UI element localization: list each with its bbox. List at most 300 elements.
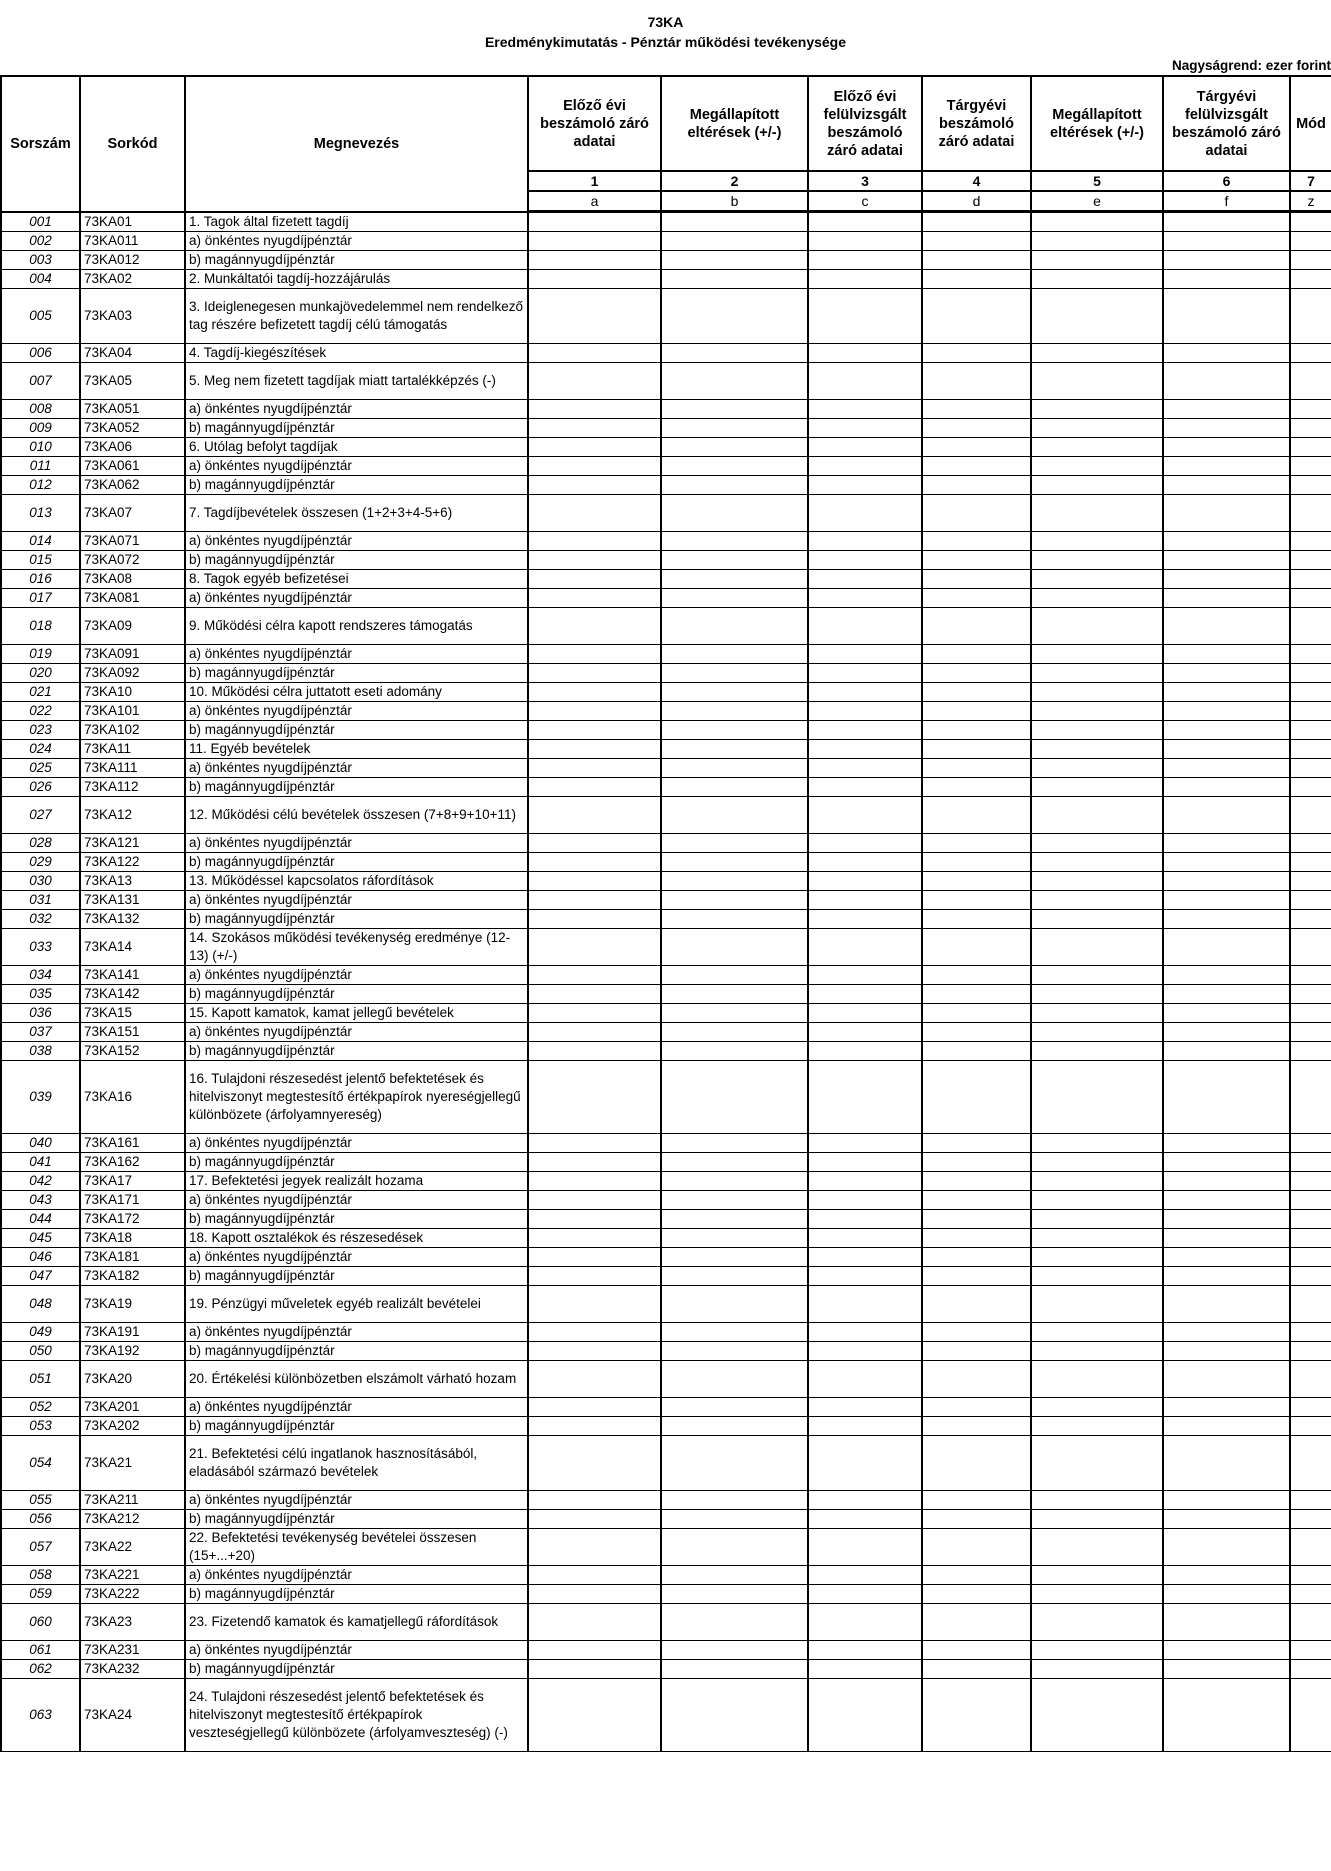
value-cell-col-4[interactable]: [922, 683, 1031, 702]
value-cell-col-5[interactable]: [1031, 232, 1163, 251]
mod-cell[interactable]: [1290, 797, 1331, 834]
value-cell-col-6[interactable]: [1163, 740, 1290, 759]
value-cell-col-3[interactable]: [808, 1042, 922, 1061]
mod-cell[interactable]: [1290, 721, 1331, 740]
value-cell-col-1[interactable]: [528, 1436, 661, 1491]
value-cell-col-6[interactable]: [1163, 400, 1290, 419]
value-cell-col-4[interactable]: [922, 1191, 1031, 1210]
value-cell-col-6[interactable]: [1163, 570, 1290, 589]
value-cell-col-3[interactable]: [808, 683, 922, 702]
mod-cell[interactable]: [1290, 740, 1331, 759]
value-cell-col-2[interactable]: [661, 664, 808, 683]
value-cell-col-1[interactable]: [528, 438, 661, 457]
value-cell-col-6[interactable]: [1163, 1229, 1290, 1248]
value-cell-col-4[interactable]: [922, 1436, 1031, 1491]
mod-cell[interactable]: [1290, 1361, 1331, 1398]
mod-cell[interactable]: [1290, 532, 1331, 551]
value-cell-col-1[interactable]: [528, 891, 661, 910]
value-cell-col-2[interactable]: [661, 1004, 808, 1023]
value-cell-col-4[interactable]: [922, 363, 1031, 400]
value-cell-col-5[interactable]: [1031, 740, 1163, 759]
value-cell-col-6[interactable]: [1163, 702, 1290, 721]
value-cell-col-5[interactable]: [1031, 872, 1163, 891]
value-cell-col-2[interactable]: [661, 966, 808, 985]
value-cell-col-1[interactable]: [528, 1134, 661, 1153]
value-cell-col-6[interactable]: [1163, 1323, 1290, 1342]
value-cell-col-2[interactable]: [661, 1191, 808, 1210]
mod-cell[interactable]: [1290, 1660, 1331, 1679]
value-cell-col-6[interactable]: [1163, 1510, 1290, 1529]
mod-cell[interactable]: [1290, 476, 1331, 495]
value-cell-col-5[interactable]: [1031, 1229, 1163, 1248]
mod-cell[interactable]: [1290, 1323, 1331, 1342]
value-cell-col-1[interactable]: [528, 1641, 661, 1660]
value-cell-col-4[interactable]: [922, 834, 1031, 853]
value-cell-col-5[interactable]: [1031, 344, 1163, 363]
value-cell-col-3[interactable]: [808, 1566, 922, 1585]
value-cell-col-5[interactable]: [1031, 1491, 1163, 1510]
mod-cell[interactable]: [1290, 1004, 1331, 1023]
mod-cell[interactable]: [1290, 1191, 1331, 1210]
value-cell-col-1[interactable]: [528, 721, 661, 740]
value-cell-col-6[interactable]: [1163, 721, 1290, 740]
value-cell-col-3[interactable]: [808, 1172, 922, 1191]
value-cell-col-1[interactable]: [528, 232, 661, 251]
value-cell-col-1[interactable]: [528, 495, 661, 532]
value-cell-col-2[interactable]: [661, 1604, 808, 1641]
value-cell-col-6[interactable]: [1163, 1061, 1290, 1134]
value-cell-col-2[interactable]: [661, 532, 808, 551]
value-cell-col-1[interactable]: [528, 1510, 661, 1529]
value-cell-col-1[interactable]: [528, 1417, 661, 1436]
value-cell-col-2[interactable]: [661, 251, 808, 270]
value-cell-col-4[interactable]: [922, 891, 1031, 910]
value-cell-col-4[interactable]: [922, 1660, 1031, 1679]
value-cell-col-6[interactable]: [1163, 495, 1290, 532]
value-cell-col-4[interactable]: [922, 589, 1031, 608]
mod-cell[interactable]: [1290, 608, 1331, 645]
value-cell-col-2[interactable]: [661, 891, 808, 910]
value-cell-col-2[interactable]: [661, 872, 808, 891]
mod-cell[interactable]: [1290, 853, 1331, 872]
value-cell-col-3[interactable]: [808, 289, 922, 344]
value-cell-col-4[interactable]: [922, 532, 1031, 551]
value-cell-col-4[interactable]: [922, 270, 1031, 289]
value-cell-col-3[interactable]: [808, 1679, 922, 1752]
value-cell-col-3[interactable]: [808, 1191, 922, 1210]
value-cell-col-2[interactable]: [661, 1660, 808, 1679]
value-cell-col-3[interactable]: [808, 1210, 922, 1229]
value-cell-col-2[interactable]: [661, 1248, 808, 1267]
value-cell-col-4[interactable]: [922, 1229, 1031, 1248]
value-cell-col-1[interactable]: [528, 476, 661, 495]
value-cell-col-4[interactable]: [922, 702, 1031, 721]
value-cell-col-3[interactable]: [808, 1323, 922, 1342]
value-cell-col-1[interactable]: [528, 1042, 661, 1061]
value-cell-col-1[interactable]: [528, 645, 661, 664]
value-cell-col-1[interactable]: [528, 664, 661, 683]
mod-cell[interactable]: [1290, 929, 1331, 966]
value-cell-col-1[interactable]: [528, 778, 661, 797]
value-cell-col-4[interactable]: [922, 1267, 1031, 1286]
value-cell-col-5[interactable]: [1031, 1286, 1163, 1323]
value-cell-col-6[interactable]: [1163, 438, 1290, 457]
value-cell-col-4[interactable]: [922, 1210, 1031, 1229]
value-cell-col-1[interactable]: [528, 1191, 661, 1210]
value-cell-col-2[interactable]: [661, 1436, 808, 1491]
mod-cell[interactable]: [1290, 419, 1331, 438]
value-cell-col-5[interactable]: [1031, 1323, 1163, 1342]
value-cell-col-5[interactable]: [1031, 419, 1163, 438]
value-cell-col-6[interactable]: [1163, 778, 1290, 797]
value-cell-col-5[interactable]: [1031, 457, 1163, 476]
value-cell-col-3[interactable]: [808, 1342, 922, 1361]
mod-cell[interactable]: [1290, 1286, 1331, 1323]
value-cell-col-4[interactable]: [922, 212, 1031, 232]
value-cell-col-2[interactable]: [661, 1323, 808, 1342]
value-cell-col-3[interactable]: [808, 910, 922, 929]
value-cell-col-6[interactable]: [1163, 1153, 1290, 1172]
value-cell-col-3[interactable]: [808, 985, 922, 1004]
value-cell-col-5[interactable]: [1031, 1210, 1163, 1229]
value-cell-col-1[interactable]: [528, 740, 661, 759]
value-cell-col-6[interactable]: [1163, 1134, 1290, 1153]
value-cell-col-6[interactable]: [1163, 1417, 1290, 1436]
value-cell-col-4[interactable]: [922, 1491, 1031, 1510]
value-cell-col-5[interactable]: [1031, 985, 1163, 1004]
mod-cell[interactable]: [1290, 759, 1331, 778]
value-cell-col-2[interactable]: [661, 740, 808, 759]
value-cell-col-1[interactable]: [528, 363, 661, 400]
value-cell-col-3[interactable]: [808, 1510, 922, 1529]
value-cell-col-6[interactable]: [1163, 1604, 1290, 1641]
value-cell-col-5[interactable]: [1031, 1679, 1163, 1752]
value-cell-col-5[interactable]: [1031, 270, 1163, 289]
mod-cell[interactable]: [1290, 438, 1331, 457]
value-cell-col-2[interactable]: [661, 363, 808, 400]
mod-cell[interactable]: [1290, 1491, 1331, 1510]
value-cell-col-1[interactable]: [528, 1153, 661, 1172]
value-cell-col-6[interactable]: [1163, 344, 1290, 363]
value-cell-col-2[interactable]: [661, 1398, 808, 1417]
value-cell-col-1[interactable]: [528, 1061, 661, 1134]
mod-cell[interactable]: [1290, 1510, 1331, 1529]
value-cell-col-2[interactable]: [661, 457, 808, 476]
value-cell-col-1[interactable]: [528, 1248, 661, 1267]
value-cell-col-5[interactable]: [1031, 797, 1163, 834]
value-cell-col-2[interactable]: [661, 1510, 808, 1529]
value-cell-col-6[interactable]: [1163, 1004, 1290, 1023]
value-cell-col-2[interactable]: [661, 1286, 808, 1323]
value-cell-col-2[interactable]: [661, 1491, 808, 1510]
mod-cell[interactable]: [1290, 457, 1331, 476]
value-cell-col-2[interactable]: [661, 438, 808, 457]
value-cell-col-6[interactable]: [1163, 1585, 1290, 1604]
value-cell-col-5[interactable]: [1031, 363, 1163, 400]
value-cell-col-1[interactable]: [528, 1229, 661, 1248]
value-cell-col-4[interactable]: [922, 1342, 1031, 1361]
value-cell-col-1[interactable]: [528, 929, 661, 966]
value-cell-col-4[interactable]: [922, 1529, 1031, 1566]
value-cell-col-4[interactable]: [922, 457, 1031, 476]
value-cell-col-6[interactable]: [1163, 834, 1290, 853]
value-cell-col-3[interactable]: [808, 1398, 922, 1417]
value-cell-col-2[interactable]: [661, 1210, 808, 1229]
value-cell-col-4[interactable]: [922, 853, 1031, 872]
mod-cell[interactable]: [1290, 1398, 1331, 1417]
value-cell-col-2[interactable]: [661, 1042, 808, 1061]
mod-cell[interactable]: [1290, 495, 1331, 532]
value-cell-col-1[interactable]: [528, 608, 661, 645]
value-cell-col-6[interactable]: [1163, 910, 1290, 929]
value-cell-col-5[interactable]: [1031, 1267, 1163, 1286]
value-cell-col-6[interactable]: [1163, 1248, 1290, 1267]
value-cell-col-3[interactable]: [808, 891, 922, 910]
value-cell-col-4[interactable]: [922, 778, 1031, 797]
value-cell-col-3[interactable]: [808, 721, 922, 740]
value-cell-col-5[interactable]: [1031, 645, 1163, 664]
mod-cell[interactable]: [1290, 891, 1331, 910]
value-cell-col-5[interactable]: [1031, 702, 1163, 721]
mod-cell[interactable]: [1290, 645, 1331, 664]
value-cell-col-5[interactable]: [1031, 721, 1163, 740]
value-cell-col-3[interactable]: [808, 570, 922, 589]
value-cell-col-6[interactable]: [1163, 645, 1290, 664]
value-cell-col-6[interactable]: [1163, 1641, 1290, 1660]
value-cell-col-2[interactable]: [661, 476, 808, 495]
mod-cell[interactable]: [1290, 1417, 1331, 1436]
mod-cell[interactable]: [1290, 1061, 1331, 1134]
mod-cell[interactable]: [1290, 289, 1331, 344]
value-cell-col-3[interactable]: [808, 495, 922, 532]
value-cell-col-5[interactable]: [1031, 551, 1163, 570]
value-cell-col-3[interactable]: [808, 344, 922, 363]
value-cell-col-4[interactable]: [922, 1023, 1031, 1042]
value-cell-col-6[interactable]: [1163, 664, 1290, 683]
value-cell-col-6[interactable]: [1163, 532, 1290, 551]
value-cell-col-1[interactable]: [528, 251, 661, 270]
value-cell-col-5[interactable]: [1031, 683, 1163, 702]
value-cell-col-6[interactable]: [1163, 608, 1290, 645]
value-cell-col-1[interactable]: [528, 1566, 661, 1585]
value-cell-col-5[interactable]: [1031, 1361, 1163, 1398]
value-cell-col-1[interactable]: [528, 1210, 661, 1229]
value-cell-col-4[interactable]: [922, 929, 1031, 966]
value-cell-col-6[interactable]: [1163, 1436, 1290, 1491]
value-cell-col-5[interactable]: [1031, 1248, 1163, 1267]
value-cell-col-4[interactable]: [922, 985, 1031, 1004]
value-cell-col-1[interactable]: [528, 797, 661, 834]
mod-cell[interactable]: [1290, 872, 1331, 891]
value-cell-col-3[interactable]: [808, 740, 922, 759]
mod-cell[interactable]: [1290, 570, 1331, 589]
value-cell-col-5[interactable]: [1031, 1153, 1163, 1172]
value-cell-col-4[interactable]: [922, 232, 1031, 251]
value-cell-col-1[interactable]: [528, 1604, 661, 1641]
value-cell-col-6[interactable]: [1163, 1566, 1290, 1585]
value-cell-col-1[interactable]: [528, 1342, 661, 1361]
value-cell-col-5[interactable]: [1031, 1436, 1163, 1491]
value-cell-col-1[interactable]: [528, 683, 661, 702]
mod-cell[interactable]: [1290, 589, 1331, 608]
value-cell-col-6[interactable]: [1163, 289, 1290, 344]
value-cell-col-3[interactable]: [808, 1436, 922, 1491]
value-cell-col-6[interactable]: [1163, 476, 1290, 495]
mod-cell[interactable]: [1290, 212, 1331, 232]
value-cell-col-2[interactable]: [661, 1417, 808, 1436]
value-cell-col-6[interactable]: [1163, 232, 1290, 251]
value-cell-col-2[interactable]: [661, 797, 808, 834]
value-cell-col-5[interactable]: [1031, 495, 1163, 532]
mod-cell[interactable]: [1290, 270, 1331, 289]
value-cell-col-5[interactable]: [1031, 891, 1163, 910]
value-cell-col-4[interactable]: [922, 740, 1031, 759]
value-cell-col-5[interactable]: [1031, 608, 1163, 645]
value-cell-col-4[interactable]: [922, 344, 1031, 363]
value-cell-col-6[interactable]: [1163, 1491, 1290, 1510]
value-cell-col-6[interactable]: [1163, 1679, 1290, 1752]
value-cell-col-5[interactable]: [1031, 1172, 1163, 1191]
value-cell-col-3[interactable]: [808, 363, 922, 400]
value-cell-col-3[interactable]: [808, 966, 922, 985]
value-cell-col-1[interactable]: [528, 702, 661, 721]
mod-cell[interactable]: [1290, 400, 1331, 419]
value-cell-col-4[interactable]: [922, 1061, 1031, 1134]
value-cell-col-1[interactable]: [528, 212, 661, 232]
value-cell-col-3[interactable]: [808, 929, 922, 966]
mod-cell[interactable]: [1290, 778, 1331, 797]
value-cell-col-1[interactable]: [528, 759, 661, 778]
value-cell-col-2[interactable]: [661, 645, 808, 664]
mod-cell[interactable]: [1290, 910, 1331, 929]
value-cell-col-1[interactable]: [528, 270, 661, 289]
value-cell-col-2[interactable]: [661, 1342, 808, 1361]
value-cell-col-1[interactable]: [528, 344, 661, 363]
value-cell-col-4[interactable]: [922, 1134, 1031, 1153]
value-cell-col-3[interactable]: [808, 212, 922, 232]
value-cell-col-3[interactable]: [808, 1004, 922, 1023]
value-cell-col-6[interactable]: [1163, 1267, 1290, 1286]
value-cell-col-4[interactable]: [922, 1417, 1031, 1436]
value-cell-col-6[interactable]: [1163, 251, 1290, 270]
value-cell-col-4[interactable]: [922, 966, 1031, 985]
value-cell-col-5[interactable]: [1031, 532, 1163, 551]
value-cell-col-2[interactable]: [661, 1134, 808, 1153]
mod-cell[interactable]: [1290, 1436, 1331, 1491]
value-cell-col-5[interactable]: [1031, 1342, 1163, 1361]
value-cell-col-1[interactable]: [528, 1267, 661, 1286]
value-cell-col-1[interactable]: [528, 985, 661, 1004]
value-cell-col-3[interactable]: [808, 608, 922, 645]
value-cell-col-3[interactable]: [808, 645, 922, 664]
value-cell-col-4[interactable]: [922, 872, 1031, 891]
value-cell-col-6[interactable]: [1163, 551, 1290, 570]
value-cell-col-3[interactable]: [808, 702, 922, 721]
value-cell-col-3[interactable]: [808, 232, 922, 251]
value-cell-col-1[interactable]: [528, 457, 661, 476]
value-cell-col-6[interactable]: [1163, 1660, 1290, 1679]
mod-cell[interactable]: [1290, 251, 1331, 270]
mod-cell[interactable]: [1290, 1210, 1331, 1229]
value-cell-col-4[interactable]: [922, 1361, 1031, 1398]
value-cell-col-4[interactable]: [922, 759, 1031, 778]
value-cell-col-5[interactable]: [1031, 1529, 1163, 1566]
value-cell-col-2[interactable]: [661, 721, 808, 740]
value-cell-col-6[interactable]: [1163, 270, 1290, 289]
value-cell-col-1[interactable]: [528, 853, 661, 872]
value-cell-col-3[interactable]: [808, 551, 922, 570]
value-cell-col-3[interactable]: [808, 438, 922, 457]
value-cell-col-2[interactable]: [661, 1585, 808, 1604]
value-cell-col-2[interactable]: [661, 1641, 808, 1660]
value-cell-col-5[interactable]: [1031, 910, 1163, 929]
value-cell-col-4[interactable]: [922, 495, 1031, 532]
value-cell-col-4[interactable]: [922, 1604, 1031, 1641]
value-cell-col-3[interactable]: [808, 1023, 922, 1042]
value-cell-col-3[interactable]: [808, 1604, 922, 1641]
value-cell-col-5[interactable]: [1031, 212, 1163, 232]
value-cell-col-3[interactable]: [808, 1491, 922, 1510]
value-cell-col-1[interactable]: [528, 419, 661, 438]
value-cell-col-6[interactable]: [1163, 1042, 1290, 1061]
value-cell-col-6[interactable]: [1163, 1529, 1290, 1566]
value-cell-col-5[interactable]: [1031, 1023, 1163, 1042]
value-cell-col-1[interactable]: [528, 872, 661, 891]
value-cell-col-6[interactable]: [1163, 966, 1290, 985]
mod-cell[interactable]: [1290, 1604, 1331, 1641]
value-cell-col-2[interactable]: [661, 400, 808, 419]
value-cell-col-5[interactable]: [1031, 1004, 1163, 1023]
value-cell-col-6[interactable]: [1163, 872, 1290, 891]
value-cell-col-5[interactable]: [1031, 476, 1163, 495]
value-cell-col-3[interactable]: [808, 1361, 922, 1398]
value-cell-col-6[interactable]: [1163, 1210, 1290, 1229]
value-cell-col-3[interactable]: [808, 1641, 922, 1660]
value-cell-col-1[interactable]: [528, 400, 661, 419]
value-cell-col-2[interactable]: [661, 910, 808, 929]
value-cell-col-1[interactable]: [528, 589, 661, 608]
mod-cell[interactable]: [1290, 1641, 1331, 1660]
value-cell-col-1[interactable]: [528, 1679, 661, 1752]
value-cell-col-6[interactable]: [1163, 1023, 1290, 1042]
value-cell-col-4[interactable]: [922, 1510, 1031, 1529]
mod-cell[interactable]: [1290, 1585, 1331, 1604]
value-cell-col-6[interactable]: [1163, 1398, 1290, 1417]
value-cell-col-3[interactable]: [808, 759, 922, 778]
value-cell-col-2[interactable]: [661, 495, 808, 532]
value-cell-col-5[interactable]: [1031, 1134, 1163, 1153]
mod-cell[interactable]: [1290, 363, 1331, 400]
mod-cell[interactable]: [1290, 683, 1331, 702]
value-cell-col-2[interactable]: [661, 985, 808, 1004]
value-cell-col-3[interactable]: [808, 1229, 922, 1248]
value-cell-col-6[interactable]: [1163, 759, 1290, 778]
value-cell-col-6[interactable]: [1163, 457, 1290, 476]
mod-cell[interactable]: [1290, 1248, 1331, 1267]
value-cell-col-4[interactable]: [922, 797, 1031, 834]
mod-cell[interactable]: [1290, 1023, 1331, 1042]
value-cell-col-2[interactable]: [661, 1229, 808, 1248]
value-cell-col-5[interactable]: [1031, 589, 1163, 608]
value-cell-col-3[interactable]: [808, 1061, 922, 1134]
value-cell-col-6[interactable]: [1163, 1286, 1290, 1323]
mod-cell[interactable]: [1290, 985, 1331, 1004]
value-cell-col-1[interactable]: [528, 1585, 661, 1604]
value-cell-col-4[interactable]: [922, 1172, 1031, 1191]
value-cell-col-6[interactable]: [1163, 683, 1290, 702]
value-cell-col-1[interactable]: [528, 834, 661, 853]
value-cell-col-3[interactable]: [808, 270, 922, 289]
